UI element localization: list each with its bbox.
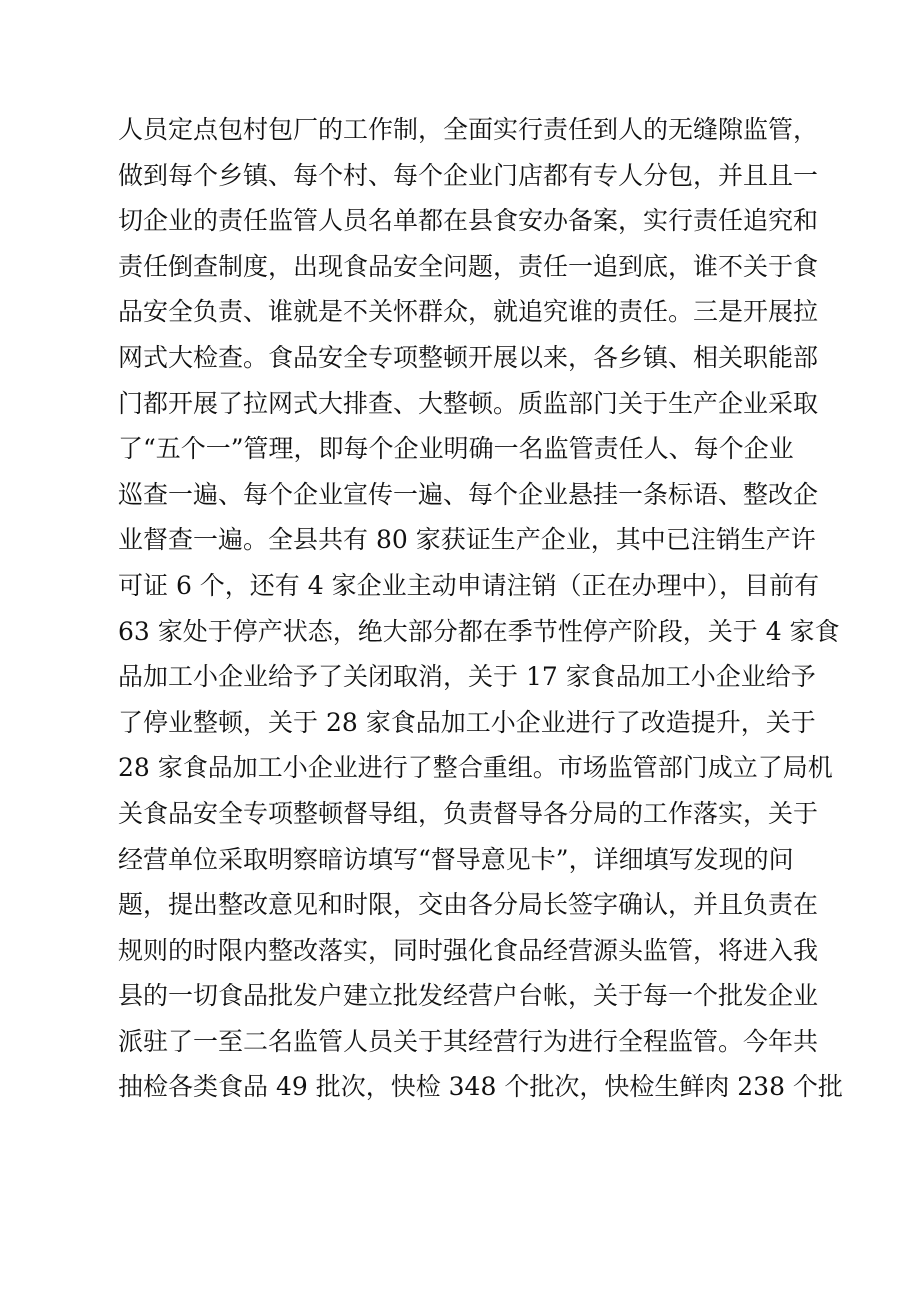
text-line: 责任倒查制度，出现食品安全问题，责任一追到底，谁不关于食 — [118, 251, 819, 281]
text-line: 品加工小企业给予了关闭取消，关于 17 家食品加工小企业给予 — [118, 662, 816, 692]
text-line: 切企业的责任监管人员名单都在县食安办备案，实行责任追究和 — [118, 206, 819, 236]
text-line: 题，提出整改意见和时限，交由各分局长签字确认，并且负责在 — [118, 890, 819, 920]
text-line: 派驻了一至二名监管人员关于其经营行为进行全程监管。今年共 — [118, 1026, 819, 1056]
text-line: 了停业整顿，关于 28 家食品加工小企业进行了改造提升，关于 — [118, 707, 816, 737]
text-line: 业督查一遍。全县共有 80 家获证生产企业，其中已注销生产许 — [118, 525, 816, 555]
text-line: 门都开展了拉网式大排查、大整顿。质监部门关于生产企业采取 — [118, 388, 819, 418]
text-line: 28 家食品加工小企业进行了整合重组。市场监管部门成立了局机 — [118, 753, 833, 783]
text-line: 巡查一遍、每个企业宣传一遍、每个企业悬挂一条标语、整改企 — [118, 479, 819, 509]
text-line: 经营单位采取明察暗访填写“督导意见卡”，详细填写发现的问 — [118, 844, 794, 874]
text-line: 网式大检查。食品安全专项整顿开展以来，各乡镇、相关职能部 — [118, 342, 819, 372]
text-line: 人员定点包村包厂的工作制，全面实行责任到人的无缝隙监管， — [118, 115, 819, 144]
text-line: 县的一切食品批发户建立批发经营户台帐，关于每一个批发企业 — [118, 981, 819, 1011]
text-line: 抽检各类食品 49 批次，快检 348 个批次，快检生鲜肉 238 个批 — [118, 1072, 843, 1102]
text-line: 可证 6 个，还有 4 家企业主动申请注销（正在办理中），目前有 — [118, 570, 820, 600]
text-line: 做到每个乡镇、每个村、每个企业门店都有专人分包，并且且一 — [118, 160, 819, 190]
text-line: 关食品安全专项整顿督导组，负责督导各分局的工作落实，关于 — [118, 798, 819, 828]
body-paragraph — [118, 112, 843, 1115]
text-line: 了“五个一”管理，即每个企业明确一名监管责任人、每个企业 — [118, 434, 794, 464]
text-line: 规则的时限内整改落实，同时强化食品经营源头监管，将进入我 — [118, 935, 819, 965]
text-line: 63 家处于停产状态，绝大部分都在季节性停产阶段，关于 4 家食 — [118, 616, 840, 646]
text-line: 品安全负责、谁就是不关怀群众，就追究谁的责任。三是开展拉 — [118, 297, 819, 327]
